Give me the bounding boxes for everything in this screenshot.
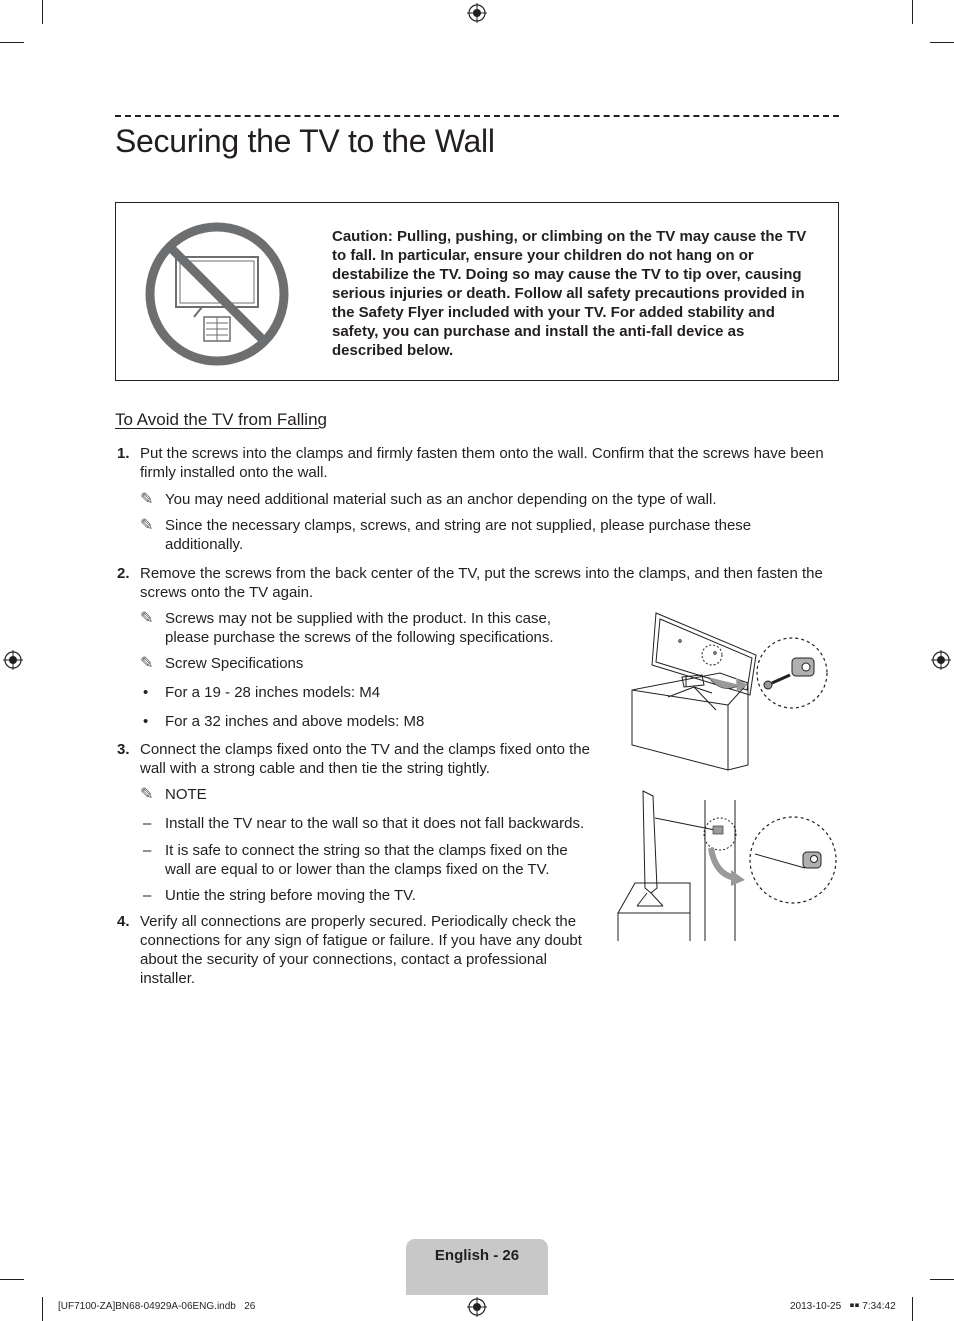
print-timestamp: 2013-10-25 ￭￭ 7:34:42	[790, 1301, 896, 1312]
registration-mark-icon	[467, 3, 487, 23]
registration-mark-icon	[931, 650, 951, 670]
note-text: Screws may not be supplied with the product. In this case, please purchase the screws of the following specifications.	[165, 610, 554, 646]
step-text: Verify all connections are properly secured. Periodically check the connections for any sign of fatigue or failure. If you have any doubt about the security of your connections, contact a professional installer.	[140, 913, 582, 987]
dash-icon: –	[143, 842, 152, 859]
tv-clamp-illustration	[620, 605, 840, 773]
registration-mark-icon	[467, 1297, 487, 1317]
file-info: [UF7100-ZA]BN68-04929A-06ENG.indb 26	[58, 1301, 256, 1312]
bullet-text: For a 19 - 28 inches models: M4	[165, 684, 381, 701]
dash-text: Untie the string before moving the TV.	[165, 887, 416, 904]
step-number: 3.	[117, 741, 130, 758]
note-text: Since the necessary clamps, screws, and string are not supplied, please purchase these additionally.	[165, 517, 752, 553]
bullet-icon: •	[143, 684, 149, 701]
section-title: To Avoid the TV from Falling	[115, 410, 327, 429]
crop-mark	[0, 1279, 24, 1280]
crop-mark	[42, 0, 43, 24]
crop-mark	[0, 42, 24, 43]
no-climbing-tv-icon	[144, 221, 290, 367]
note-icon: ✎	[140, 517, 154, 534]
note-icon: ✎	[140, 610, 154, 627]
dash-text: Install the TV near to the wall so that it does not fall backwards.	[165, 815, 585, 832]
caution-text: Caution: Pulling, pushing, or climbing on the TV may cause the TV to fall. In particular, ensure your children do not hang on or destabilize the TV. Doing so may cause the TV to tip over, causing serious injuries or death. Follow all safety precautions provided in the Safety Flyer included with your TV. For added stability and safety, you can purchase and install the anti-fall device as described below.	[332, 228, 807, 359]
step-number: 2.	[117, 565, 130, 582]
bullet-text: For a 32 inches and above models: M8	[165, 713, 425, 730]
crop-mark	[930, 42, 954, 43]
tv-wall-string-illustration	[615, 788, 840, 943]
step-number: 1.	[117, 445, 130, 462]
note-icon: ✎	[140, 491, 154, 508]
step-text: Connect the clamps fixed onto the TV and the clamps fixed onto the wall with a strong cable and then tie the string tightly.	[140, 741, 590, 777]
note-text: You may need additional material such as an anchor depending on the type of wall.	[165, 491, 717, 508]
dash-text: It is safe to connect the string so that the clamps fixed on the wall are equal to or lower than the clamps fixed on the TV.	[165, 842, 568, 878]
title-divider	[115, 115, 839, 117]
registration-mark-icon	[3, 650, 23, 670]
page-number-tab	[406, 1239, 548, 1295]
bullet-icon: •	[143, 713, 149, 730]
dash-icon: –	[143, 887, 152, 904]
note-icon: ✎	[140, 786, 154, 803]
note-icon: ✎	[140, 655, 154, 672]
crop-mark	[912, 1297, 913, 1321]
page-number: English - 26	[434, 1247, 520, 1264]
note-text: Screw Specifications	[165, 655, 304, 672]
page-title: Securing the TV to the Wall	[115, 123, 495, 159]
crop-mark	[930, 1279, 954, 1280]
crop-mark	[912, 0, 913, 24]
step-number: 4.	[117, 913, 130, 930]
dash-icon: –	[143, 815, 152, 832]
caution-box	[115, 202, 839, 381]
step-text: Remove the screws from the back center of the TV, put the screws into the clamps, and then fasten the screws onto the TV again.	[140, 565, 823, 601]
crop-mark	[42, 1297, 43, 1321]
note-label: NOTE	[165, 786, 207, 803]
step-text: Put the screws into the clamps and firmly fasten them onto the wall. Confirm that the screws have been firmly installed onto the wall.	[140, 445, 824, 481]
